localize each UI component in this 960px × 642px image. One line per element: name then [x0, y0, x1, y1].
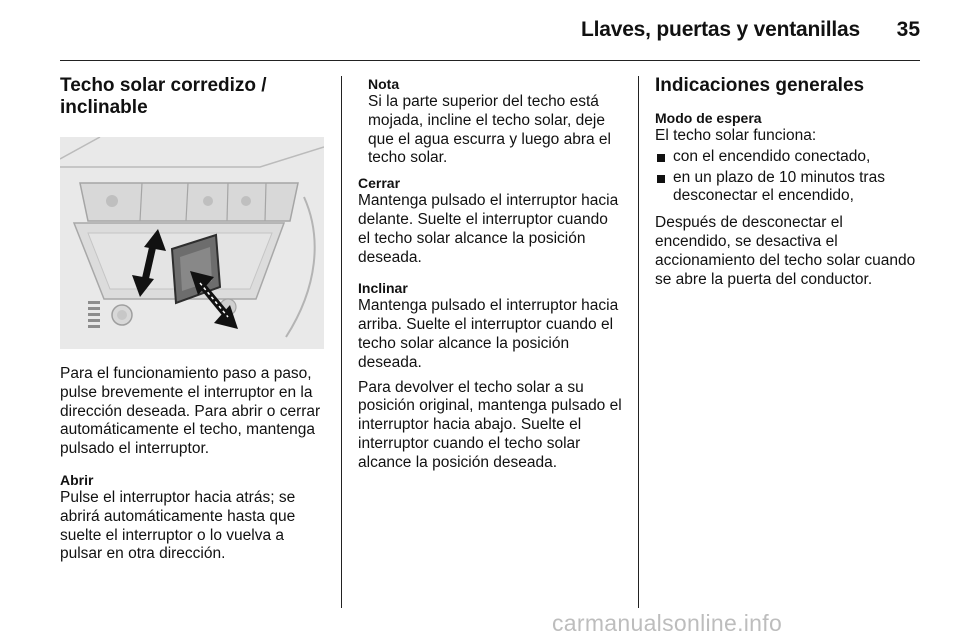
running-header-title: Llaves, puertas y ventanillas: [580, 18, 860, 41]
after-paragraph: Después de desconectar el encendido, se desactiva el accionamiento del techo solar cuando se abre la puerta del conductor.: [655, 214, 916, 288]
list-item: en un plazo de 10 minutos tras desconectar el encendido,: [655, 169, 921, 207]
header-divider: [60, 60, 920, 61]
note-box: [358, 75, 622, 168]
sunroof-switch-illustration: [60, 137, 324, 349]
standby-intro: El techo solar funciona:: [655, 127, 817, 144]
section-title-general: Indicaciones generales: [655, 75, 865, 96]
standby-list: [655, 148, 921, 206]
sunroof-switch-drawing: [60, 137, 324, 349]
column-divider-1: [341, 76, 342, 608]
list-item: con el encendido conectado,: [655, 148, 921, 167]
heading-note: Nota: [368, 76, 400, 92]
close-paragraph: Mantenga pulsado el interruptor hacia delante. Suelte el interruptor cuando el techo solar alcance la posición deseada.: [358, 192, 619, 266]
note-paragraph: Si la parte superior del techo está mojada, incline el techo solar, deje que el agua escurra y luego abra el techo solar.: [368, 93, 611, 167]
column-1: [60, 75, 326, 564]
column-divider-2: [638, 76, 639, 608]
open-paragraph: Pulse el interruptor hacia atrás; se abrirá automáticamente hasta que suelte el interruptor o lo vuelva a pulsar en otra dirección.: [60, 488, 296, 563]
heading-open: Abrir: [60, 471, 94, 488]
heading-tilt: Inclinar: [358, 280, 408, 297]
bullet-square-icon: [657, 175, 665, 183]
watermark-text: carmanualsonline.info: [552, 610, 783, 636]
column-3: [655, 75, 921, 289]
intro-paragraph: Para el funcionamiento paso a paso, pulse brevemente el interruptor en la dirección deseada. Para abrir o cerrar automáticamente el techo, mantenga pulsado el interruptor.: [60, 365, 321, 458]
heading-standby: Modo de espera: [655, 110, 762, 126]
return-paragraph: Para devolver el techo solar a su posición original, mantenga pulsado el interruptor hacia abajo. Suelte el interruptor cuando el techo solar alcance la posición deseada.: [358, 378, 622, 471]
page-number: 35: [896, 18, 920, 41]
tilt-paragraph: Mantenga pulsado el interruptor hacia arriba. Suelte el interruptor cuando el techo solar alcance la posición deseada.: [358, 297, 619, 371]
section-title-sunroof: Techo solar corredizo / inclinable: [60, 75, 267, 118]
column-2: [358, 75, 622, 473]
bullet-square-icon: [657, 154, 665, 162]
heading-close: Cerrar: [358, 175, 401, 192]
